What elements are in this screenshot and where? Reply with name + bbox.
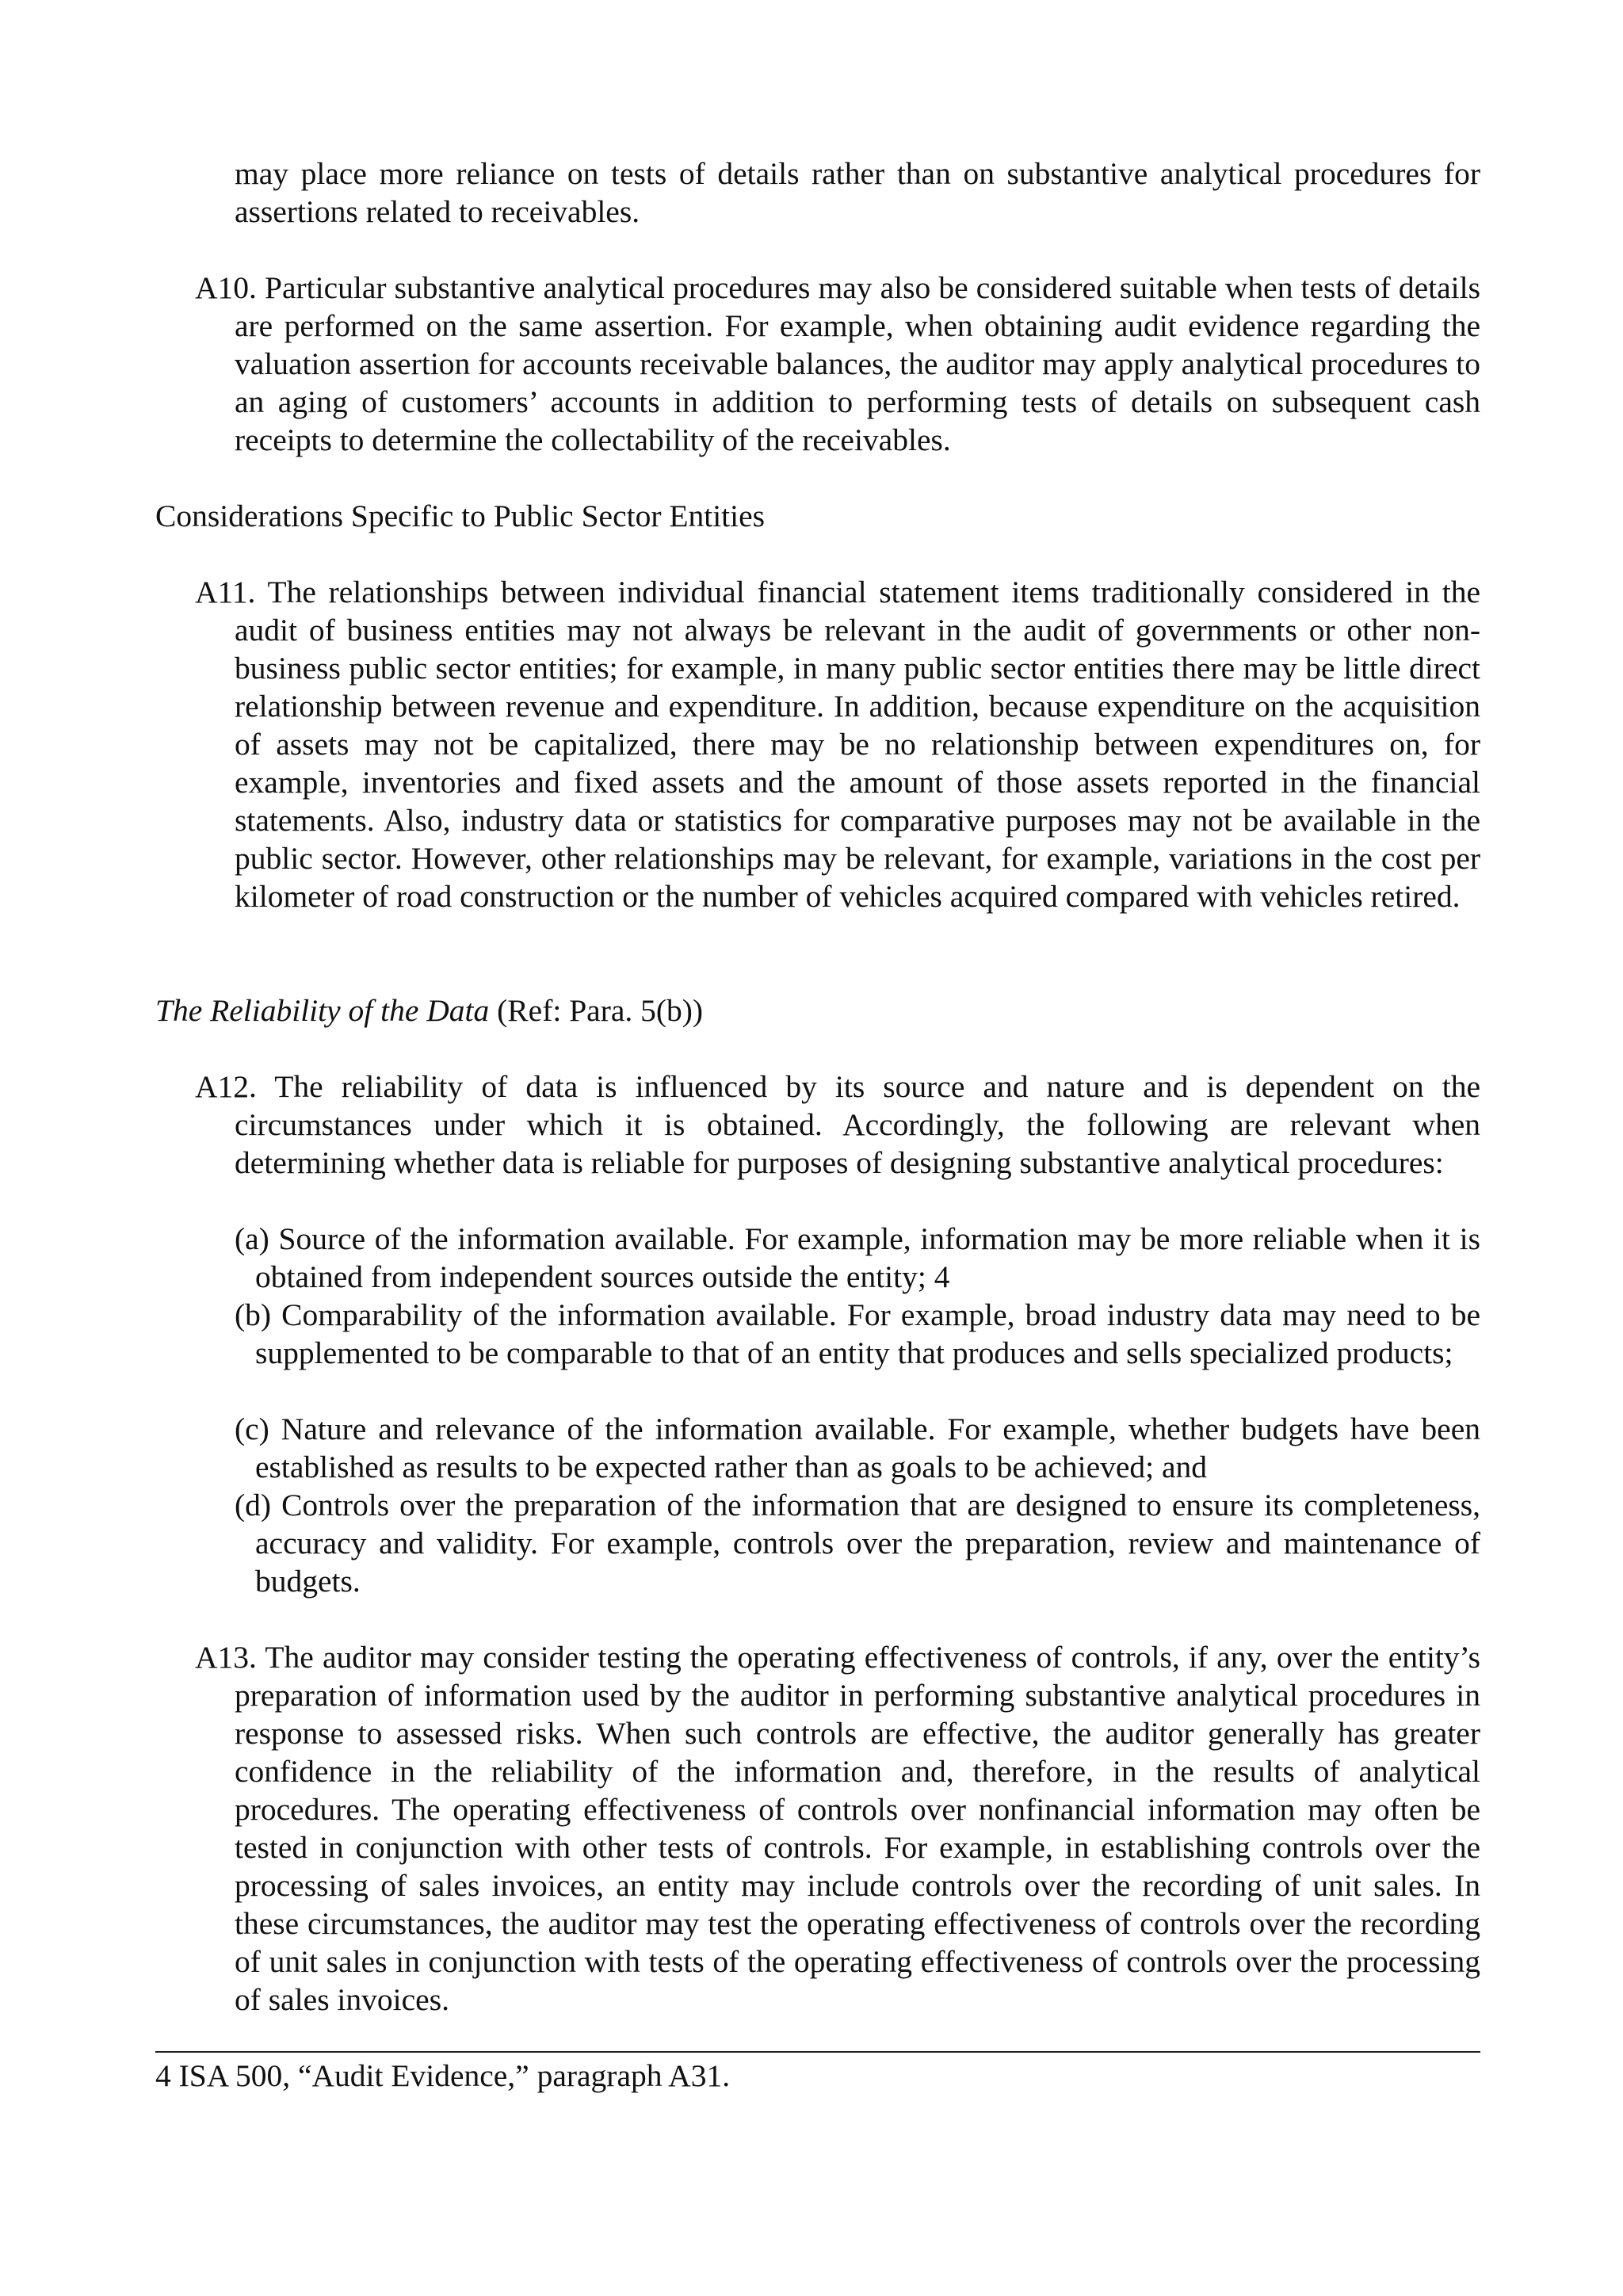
reliability-heading bbox=[155, 991, 1480, 1030]
a12-item-a: (a) Source of the information available. For example, information may be more reliable when it is obtained from independent sources outside the entity; 4 bbox=[235, 1221, 1480, 1294]
paragraph-a13: A13. The auditor may consider testing the operating effectiveness of controls, if any, over the entity’s preparation of information used by the auditor in performing substantive analytical procedures in response to assessed risks. When such controls are effective, the auditor generally has greater confidence in the reliability of the information and, therefore, in the results of analytical procedures. The operating effectiveness of controls over nonfinancial information may often be tested in conjunction with other tests of controls. For example, in establishing controls over the processing of sales invoices, an entity may include controls over the recording of unit sales. In these circumstances, the auditor may test the operating effectiveness of controls over the recording of unit sales in conjunction with tests of the operating effectiveness of controls over the processing of sales invoices. bbox=[195, 1640, 1480, 2017]
carryover-paragraph: may place more reliance on tests of details rather than on substantive analytical procedures for assertions related to receivables. bbox=[235, 156, 1480, 229]
paragraph-a12: A12. The reliability of data is influenced by its source and nature and is dependent on the circumstances under which it is obtained. Accordingly, the following are relevant when determining whether data is reliable for purposes of designing substantive analytical procedures: bbox=[195, 1069, 1480, 1180]
footnote-separator bbox=[155, 2051, 1480, 2053]
a12-item-c: (c) Nature and relevance of the information available. For example, whether budgets have been established as results to be expected rather than as goals to be achieved; and bbox=[235, 1412, 1480, 1484]
a12-item-d: (d) Controls over the preparation of the information that are designed to ensure its completeness, accuracy and validity. For example, controls over the preparation, review and maintenance of budgets. bbox=[235, 1488, 1480, 1599]
footnote: 4 ISA 500, “Audit Evidence,” paragraph A31. bbox=[155, 2058, 731, 2093]
public-sector-heading: Considerations Specific to Public Sector Entities bbox=[155, 499, 766, 533]
reliability-heading-title: The Reliability of the Data bbox=[155, 993, 490, 1028]
reliability-heading-ref: (Ref: Para. 5(b)) bbox=[489, 993, 704, 1028]
a12-item-b: (b) Comparability of the information available. For example, broad industry data may need to be supplemented to be comparable to that of an entity that produces and sells specialized products; bbox=[235, 1297, 1480, 1370]
paragraph-a10: A10. Particular substantive analytical procedures may also be considered suitable when tests of details are performed on the same assertion. For example, when obtaining audit evidence regarding the valuation assertion for accounts receivable balances, the auditor may apply analytical procedures to an aging of customers’ accounts in addition to performing tests of details on subsequent cash receipts to determine the collectability of the receivables. bbox=[195, 270, 1480, 457]
paragraph-a11: A11. The relationships between individual financial statement items traditionally considered in the audit of business entities may not always be relevant in the audit of governments or other non-business public sector entities; for example, in many public sector entities there may be little direct relationship between revenue and expenditure. In addition, because expenditure on the acquisition of assets may not be capitalized, there may be no relationship between expenditures on, for example, inventories and fixed assets and the amount of those assets reported in the financial statements. Also, industry data or statistics for comparative purposes may not be available in the public sector. However, other relationships may be relevant, for example, variations in the cost per kilometer of road construction or the number of vehicles acquired compared with vehicles retired. bbox=[195, 575, 1480, 914]
